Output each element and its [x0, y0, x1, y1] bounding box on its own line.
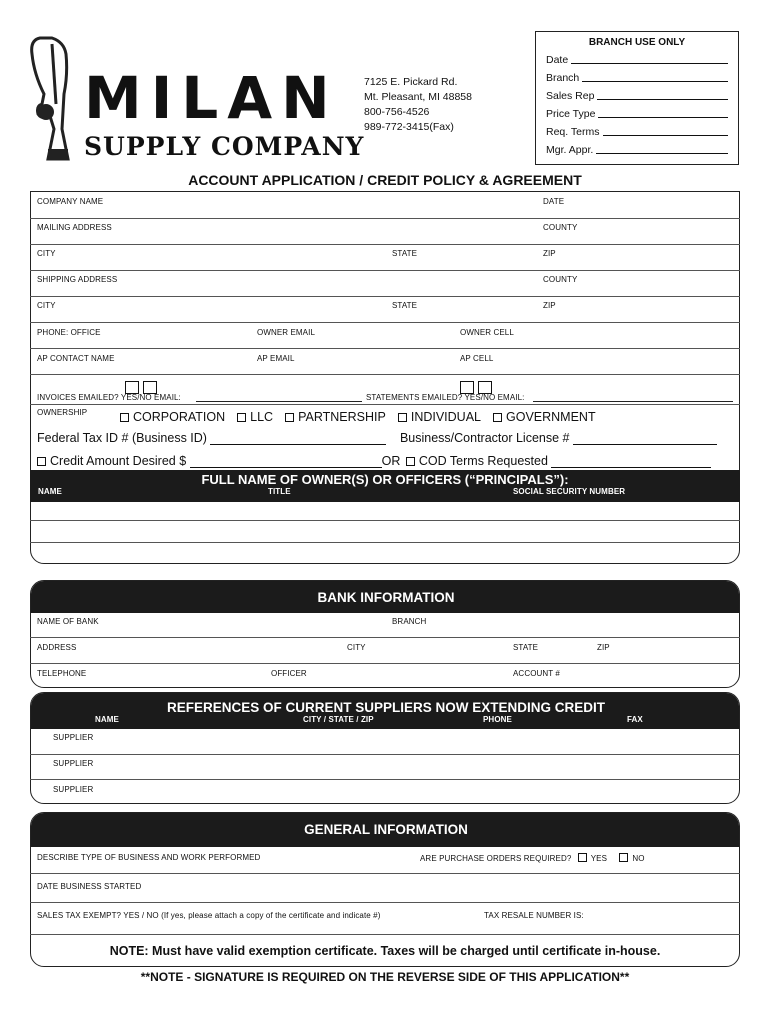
branch-field-line[interactable]	[598, 108, 728, 118]
applicant-info-panel	[30, 191, 740, 564]
branch-field-row	[546, 120, 728, 138]
references-panel	[30, 692, 740, 804]
shipping-city-label: CITY	[37, 301, 56, 310]
invoices-email-line[interactable]	[196, 401, 362, 402]
statements-email-line[interactable]	[533, 401, 733, 402]
ownership-checkbox[interactable]	[285, 413, 294, 422]
references-header	[31, 693, 740, 729]
branch-field-line[interactable]	[582, 72, 728, 82]
license-field[interactable]	[573, 432, 717, 445]
credit-amount-field[interactable]	[190, 455, 382, 468]
credit-amount-checkbox[interactable]	[37, 457, 46, 466]
references-title: REFERENCES OF CURRENT SUPPLIERS NOW EXTENDING CREDIT	[166, 700, 606, 715]
credit-row	[37, 454, 737, 468]
ref-col-phone: PHONE	[483, 715, 512, 724]
bank-panel	[30, 580, 740, 688]
company-name-sub: SUPPLY COMPANY	[84, 132, 365, 161]
address-line-2: Mt. Pleasant, MI 48858	[364, 91, 472, 103]
ap-cell-label: AP CELL	[460, 354, 494, 363]
branch-field-label: Date	[546, 54, 569, 66]
invoices-emailed-label: INVOICES EMAILED? YES/NO EMAIL:	[37, 393, 181, 402]
shipping-address-label: SHIPPING ADDRESS	[37, 275, 118, 284]
branch-field-line[interactable]	[597, 90, 728, 100]
tax-id-row	[37, 431, 737, 445]
ownership-label: OWNERSHIP	[37, 408, 88, 417]
credit-amount-label: Credit Amount Desired $	[50, 454, 187, 468]
ownership-option	[120, 410, 225, 424]
branch-title: BRANCH USE ONLY	[588, 37, 686, 48]
bank-branch-label: BRANCH	[392, 617, 427, 626]
general-title: GENERAL INFORMATION	[304, 822, 468, 837]
ownership-option-label: CORPORATION	[133, 410, 226, 424]
ap-contact-label: AP CONTACT NAME	[37, 354, 115, 363]
ownership-option	[285, 410, 386, 424]
branch-field-line[interactable]	[571, 54, 728, 64]
owner-email-label: OWNER EMAIL	[257, 328, 315, 337]
po-yes-label: YES	[590, 854, 608, 863]
ownership-option-label: LLC	[250, 410, 274, 424]
phone-office-label: PHONE: OFFICE	[37, 328, 101, 337]
ownership-option	[493, 410, 596, 424]
branch-field-label: Branch	[546, 72, 580, 84]
or-label: OR	[381, 454, 401, 468]
company-name-main: MILAN	[84, 64, 339, 132]
po-required-label: ARE PURCHASE ORDERS REQUIRED?	[420, 854, 572, 863]
owners-title: FULL NAME OF OWNER(S) OR OFFICERS (“PRINCIPALS”):	[201, 472, 569, 487]
ownership-options	[120, 410, 596, 424]
owner-cell-label: OWNER CELL	[460, 328, 514, 337]
zip-label: ZIP	[543, 249, 556, 258]
branch-field-label: Price Type	[546, 108, 596, 120]
ownership-option	[398, 410, 481, 424]
form-title: ACCOUNT APPLICATION / CREDIT POLICY & AGREEMENT	[188, 172, 582, 188]
owners-col-title: TITLE	[268, 487, 291, 496]
cod-terms-field[interactable]	[551, 455, 711, 468]
branch-field-row	[546, 102, 728, 120]
branch-field-row	[546, 138, 728, 156]
branch-field-label: Mgr. Appr.	[546, 144, 594, 156]
branch-use-box	[535, 31, 739, 165]
po-required-row	[420, 853, 645, 863]
ap-email-label: AP EMAIL	[257, 354, 295, 363]
state-label: STATE	[392, 249, 418, 258]
business-type-label: DESCRIBE TYPE OF BUSINESS AND WORK PERFORMED	[37, 853, 261, 862]
supplier-label-2: SUPPLIER	[53, 759, 94, 768]
branch-field-row	[546, 84, 728, 102]
bank-state-label: STATE	[513, 643, 539, 652]
ref-col-fax: FAX	[627, 715, 643, 724]
bank-header	[31, 581, 740, 613]
bank-name-label: NAME OF BANK	[37, 617, 99, 626]
tax-resale-label: TAX RESALE NUMBER IS:	[484, 911, 584, 920]
tax-id-label: Federal Tax ID # (Business ID)	[37, 431, 207, 445]
bank-account-label: ACCOUNT #	[513, 669, 560, 678]
note-signature: **NOTE - SIGNATURE IS REQUIRED ON THE REVERSE SIDE OF THIS APPLICATION**	[140, 970, 630, 984]
supplier-label-1: SUPPLIER	[53, 733, 94, 742]
shipping-state-label: STATE	[392, 301, 418, 310]
general-header	[31, 813, 740, 847]
ref-col-name: NAME	[95, 715, 119, 724]
branch-field-label: Req. Terms	[546, 126, 600, 138]
company-address	[364, 75, 472, 135]
bank-city-label: CITY	[347, 643, 366, 652]
supplier-label-3: SUPPLIER	[53, 785, 94, 794]
sales-tax-label: SALES TAX EXEMPT? YES / NO (If yes, please attach a copy of the certificate and indicate #)	[37, 911, 381, 920]
ownership-checkbox[interactable]	[120, 413, 129, 422]
date-label: DATE	[543, 197, 565, 206]
cod-terms-checkbox[interactable]	[406, 457, 415, 466]
pump-logo-icon	[28, 34, 78, 164]
branch-field-row	[546, 48, 728, 66]
ownership-checkbox[interactable]	[237, 413, 246, 422]
bank-address-label: ADDRESS	[37, 643, 77, 652]
ownership-option-label: INDIVIDUAL	[410, 410, 481, 424]
ownership-checkbox[interactable]	[493, 413, 502, 422]
company-phone: 800-756-4526	[364, 106, 430, 118]
ownership-option-label: PARTNERSHIP	[298, 410, 386, 424]
company-name-label: COMPANY NAME	[37, 197, 104, 206]
shipping-county-label: COUNTY	[543, 275, 578, 284]
ownership-option	[237, 410, 273, 424]
owners-col-name: NAME	[38, 487, 62, 496]
tax-id-field[interactable]	[210, 432, 386, 445]
bank-title: BANK INFORMATION	[317, 590, 455, 605]
owners-col-ssn: SOCIAL SECURITY NUMBER	[513, 487, 626, 496]
county-label: COUNTY	[543, 223, 578, 232]
branch-field-row	[546, 66, 728, 84]
bank-officer-label: OFFICER	[271, 669, 307, 678]
po-no-label: NO	[632, 854, 645, 863]
po-yes-checkbox[interactable]	[578, 853, 587, 862]
branch-field-line[interactable]	[596, 144, 728, 154]
bank-telephone-label: TELEPHONE	[37, 669, 87, 678]
address-line-1: 7125 E. Pickard Rd.	[364, 76, 458, 88]
license-label: Business/Contractor License #	[399, 431, 570, 445]
statements-emailed-label: STATEMENTS EMAILED? YES/NO EMAIL:	[366, 393, 525, 402]
ownership-option-label: GOVERNMENT	[506, 410, 596, 424]
note-exemption: NOTE: Must have valid exemption certificate. Taxes will be charged until certificate in-house.	[109, 944, 661, 958]
branch-field-line[interactable]	[603, 126, 729, 136]
city-label: CITY	[37, 249, 56, 258]
ref-col-city: CITY / STATE / ZIP	[303, 715, 374, 724]
date-started-label: DATE BUSINESS STARTED	[37, 882, 142, 891]
bank-zip-label: ZIP	[597, 643, 610, 652]
owners-header	[30, 470, 740, 502]
cod-terms-label: COD Terms Requested	[418, 454, 548, 468]
branch-field-label: Sales Rep	[546, 90, 595, 102]
mailing-address-label: MAILING ADDRESS	[37, 223, 112, 232]
po-no-checkbox[interactable]	[619, 853, 628, 862]
shipping-zip-label: ZIP	[543, 301, 556, 310]
ownership-checkbox[interactable]	[398, 413, 407, 422]
company-fax: 989-772-3415(Fax)	[364, 121, 454, 133]
